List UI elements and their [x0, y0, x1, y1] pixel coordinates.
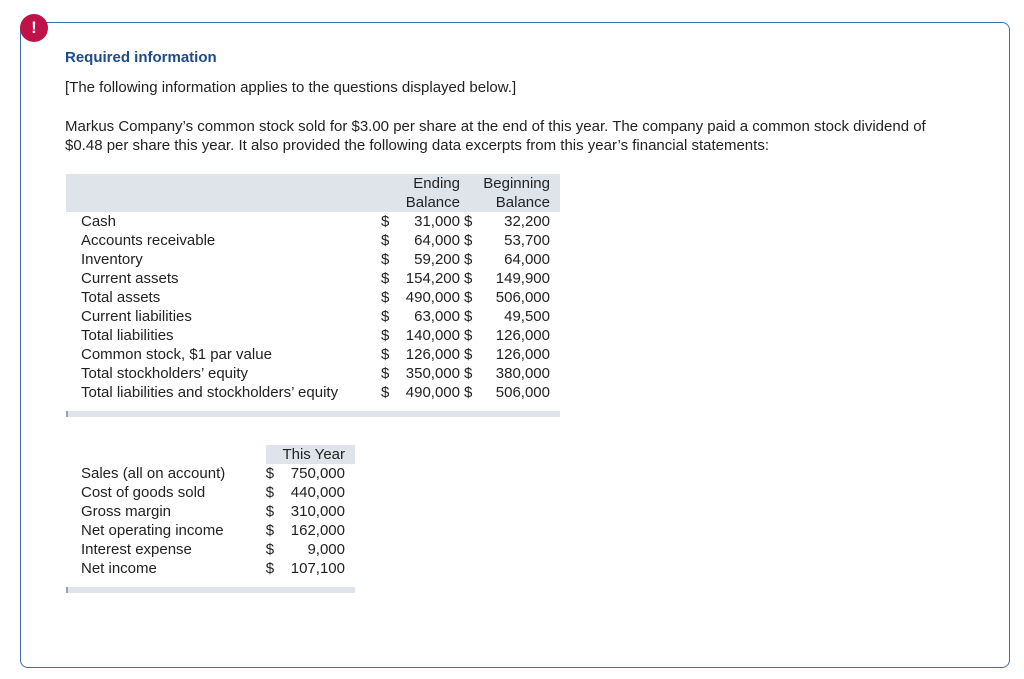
row-label: Interest expense — [81, 541, 192, 558]
table-row — [66, 231, 560, 250]
currency-symbol: $ — [265, 560, 275, 577]
amount: 49,500 — [504, 308, 550, 325]
amount: 126,000 — [495, 346, 550, 363]
currency-symbol: $ — [464, 251, 473, 268]
table-row — [66, 540, 355, 559]
ending-balance-cell — [381, 212, 464, 231]
col-beginning-line2: Balance — [464, 193, 560, 212]
currency-symbol: $ — [265, 522, 275, 539]
beginning-balance-cell — [464, 326, 560, 345]
beginning-balance-cell — [464, 288, 560, 307]
amount: 162,000 — [290, 522, 345, 539]
ending-balance-cell — [381, 307, 464, 326]
row-label: Total liabilities and stockholders’ equity — [81, 384, 339, 401]
required-info-title: Required information — [65, 49, 217, 66]
info-note: [The following information applies to the questions displayed below.] — [65, 79, 517, 96]
ending-balance-cell — [381, 250, 464, 269]
currency-symbol: $ — [381, 308, 390, 325]
row-label: Cost of goods sold — [81, 484, 206, 501]
income-table-scrollbar[interactable] — [66, 587, 355, 593]
row-label: Net operating income — [81, 522, 224, 539]
row-label: Net income — [81, 560, 157, 577]
table-row — [66, 483, 355, 502]
beginning-balance-cell — [464, 250, 560, 269]
ending-balance-cell — [381, 383, 464, 402]
amount: 154,200 — [405, 270, 460, 287]
row-label: Total liabilities — [81, 327, 174, 344]
row-label: Total assets — [81, 289, 161, 306]
currency-symbol: $ — [265, 503, 275, 520]
amount: 64,000 — [414, 232, 460, 249]
ending-balance-cell — [381, 231, 464, 250]
this-year-cell — [266, 483, 355, 502]
currency-symbol: $ — [381, 213, 390, 230]
row-label: Gross margin — [81, 503, 172, 520]
currency-symbol: $ — [265, 484, 275, 501]
row-label: Inventory — [81, 251, 143, 268]
currency-symbol: $ — [381, 365, 390, 382]
income-header-blank — [66, 445, 266, 464]
this-year-cell — [266, 559, 355, 578]
amount: 149,900 — [495, 270, 550, 287]
beginning-balance-cell — [464, 345, 560, 364]
row-label: Accounts receivable — [81, 232, 216, 249]
amount: 440,000 — [290, 484, 345, 501]
table-row — [66, 307, 560, 326]
amount: 126,000 — [495, 327, 550, 344]
currency-symbol: $ — [381, 346, 390, 363]
amount: 64,000 — [504, 251, 550, 268]
balance-header-blank — [66, 193, 381, 212]
balance-sheet-table — [66, 174, 560, 402]
amount: 63,000 — [414, 308, 460, 325]
currency-symbol: $ — [464, 270, 473, 287]
table-row — [66, 250, 560, 269]
currency-symbol: $ — [265, 541, 275, 558]
amount: 490,000 — [405, 384, 460, 401]
amount: 53,700 — [504, 232, 550, 249]
col-beginning-line1: Beginning — [464, 174, 560, 193]
row-label: Total stockholders’ equity — [81, 365, 249, 382]
amount: 126,000 — [405, 346, 460, 363]
currency-symbol: $ — [381, 327, 390, 344]
amount: 490,000 — [405, 289, 460, 306]
ending-balance-cell — [381, 345, 464, 364]
beginning-balance-cell — [464, 364, 560, 383]
amount: 140,000 — [405, 327, 460, 344]
col-ending-line1: Ending — [381, 174, 464, 193]
table-row — [66, 326, 560, 345]
amount: 31,000 — [414, 213, 460, 230]
currency-symbol: $ — [381, 384, 390, 401]
table-row — [66, 364, 560, 383]
table-row — [66, 521, 355, 540]
row-label: Cash — [81, 213, 117, 230]
currency-symbol: $ — [381, 251, 390, 268]
balance-rows — [66, 212, 560, 402]
currency-symbol: $ — [265, 465, 275, 482]
col-this-year: This Year — [266, 445, 355, 464]
currency-symbol: $ — [464, 384, 473, 401]
alert-icon: ! — [20, 14, 48, 42]
ending-balance-cell — [381, 326, 464, 345]
currency-symbol: $ — [464, 289, 473, 306]
beginning-balance-cell — [464, 269, 560, 288]
amount: 9,000 — [307, 541, 345, 558]
income-statement-table — [66, 445, 355, 578]
table-row — [66, 288, 560, 307]
row-label: Sales (all on account) — [81, 465, 226, 482]
balance-table-scrollbar[interactable] — [66, 411, 560, 417]
ending-balance-cell — [381, 288, 464, 307]
currency-symbol: $ — [464, 365, 473, 382]
beginning-balance-cell — [464, 383, 560, 402]
col-ending-line2: Balance — [381, 193, 464, 212]
ending-balance-cell — [381, 364, 464, 383]
currency-symbol: $ — [381, 270, 390, 287]
beginning-balance-cell — [464, 307, 560, 326]
amount: 506,000 — [495, 289, 550, 306]
table-row — [66, 502, 355, 521]
table-row — [66, 212, 560, 231]
currency-symbol: $ — [464, 327, 473, 344]
row-label: Current liabilities — [81, 308, 192, 325]
currency-symbol: $ — [381, 232, 390, 249]
table-row — [66, 269, 560, 288]
income-rows — [66, 464, 355, 578]
table-row — [66, 559, 355, 578]
table-row — [66, 464, 355, 483]
row-label: Common stock, $1 par value — [81, 346, 272, 363]
beginning-balance-cell — [464, 212, 560, 231]
this-year-cell — [266, 540, 355, 559]
this-year-cell — [266, 464, 355, 483]
currency-symbol: $ — [381, 289, 390, 306]
balance-header-blank — [66, 174, 381, 193]
amount: 380,000 — [495, 365, 550, 382]
amount: 350,000 — [405, 365, 460, 382]
currency-symbol: $ — [464, 232, 473, 249]
amount: 750,000 — [290, 465, 345, 482]
currency-symbol: $ — [464, 213, 473, 230]
beginning-balance-cell — [464, 231, 560, 250]
table-row — [66, 345, 560, 364]
currency-symbol: $ — [464, 308, 473, 325]
currency-symbol: $ — [464, 346, 473, 363]
row-label: Current assets — [81, 270, 179, 287]
intro-paragraph: Markus Company’s common stock sold for $3.00 per share at the end of this year. The company paid a common stock dividend of $0.48 per share this year. It also provided the following data excerpts from this year’s financial statements: — [65, 118, 926, 154]
amount: 310,000 — [290, 503, 345, 520]
ending-balance-cell — [381, 269, 464, 288]
amount: 59,200 — [414, 251, 460, 268]
amount: 32,200 — [504, 213, 550, 230]
this-year-cell — [266, 502, 355, 521]
amount: 107,100 — [290, 560, 345, 577]
this-year-cell — [266, 521, 355, 540]
table-row — [66, 383, 560, 402]
amount: 506,000 — [495, 384, 550, 401]
